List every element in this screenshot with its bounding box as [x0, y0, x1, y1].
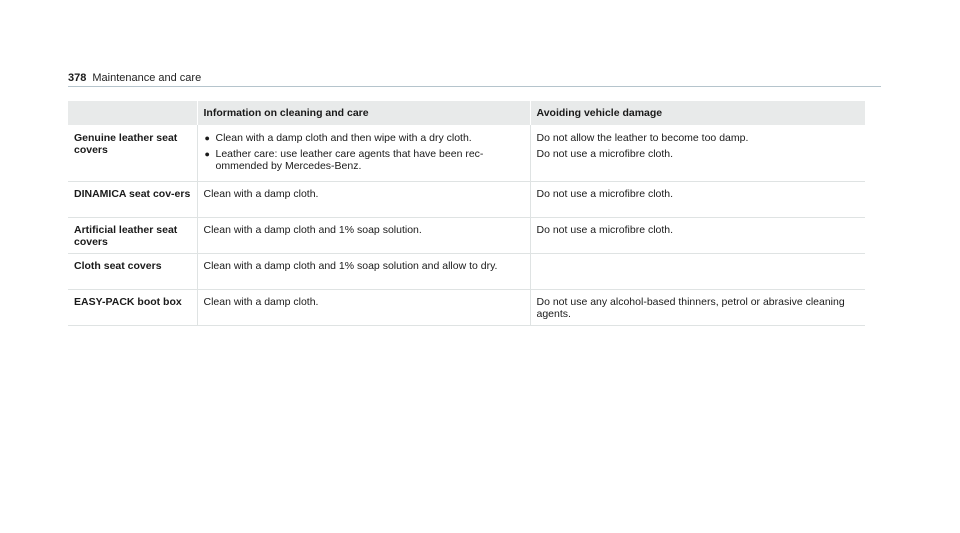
cleaning-cell: Clean with a damp cloth and 1% soap solution.: [197, 218, 530, 254]
table-row: [68, 125, 865, 182]
cleaning-cell: Clean with a damp cloth.: [197, 182, 530, 218]
cleaning-instruction: Clean with a damp cloth and then wipe with a dry cloth.: [215, 132, 472, 144]
section-title: Maintenance and care: [92, 72, 202, 84]
table-header-row: [68, 101, 865, 125]
list-item: [204, 132, 524, 144]
damage-cell: [530, 254, 865, 290]
cleaning-care-table: [68, 101, 865, 326]
column-header-damage: Avoiding vehicle damage: [530, 101, 865, 125]
table-row: [68, 290, 865, 326]
cleaning-instruction: Leather care: use leather care agents that have been rec-ommended by Mercedes-Benz.: [215, 148, 484, 172]
column-header-material: [68, 101, 197, 125]
table-row: [68, 254, 865, 290]
table-row: [68, 182, 865, 218]
cleaning-cell: Clean with a damp cloth and 1% soap solution and allow to dry.: [197, 254, 530, 290]
material-cell: DINAMICA seat cov-ers: [68, 182, 197, 218]
damage-note: Do not allow the leather to become too damp.: [536, 132, 749, 144]
cleaning-cell: Clean with a damp cloth.: [197, 290, 530, 326]
damage-cell: Do not use a microfibre cloth.: [530, 218, 865, 254]
cleaning-cell: [197, 125, 530, 182]
material-cell: Artificial leather seat covers: [68, 218, 197, 254]
damage-cell: [530, 125, 865, 182]
damage-cell: Do not use any alcohol-based thinners, petrol or abrasive cleaning agents.: [530, 290, 865, 326]
list-item: [204, 148, 524, 172]
header-divider: [68, 86, 881, 87]
bullet-icon: ●: [204, 133, 210, 143]
page-number: 378: [68, 72, 87, 84]
damage-note: Do not use a microfibre cloth.: [536, 148, 674, 160]
material-cell: EASY-PACK boot box: [68, 290, 197, 326]
page-header: [68, 72, 201, 84]
table-row: [68, 218, 865, 254]
damage-cell: Do not use a microfibre cloth.: [530, 182, 865, 218]
material-cell: Cloth seat covers: [68, 254, 197, 290]
cleaning-bullet-list: [204, 132, 524, 172]
material-cell: Genuine leather seat covers: [68, 125, 197, 182]
bullet-icon: ●: [204, 149, 210, 159]
column-header-cleaning: Information on cleaning and care: [197, 101, 530, 125]
